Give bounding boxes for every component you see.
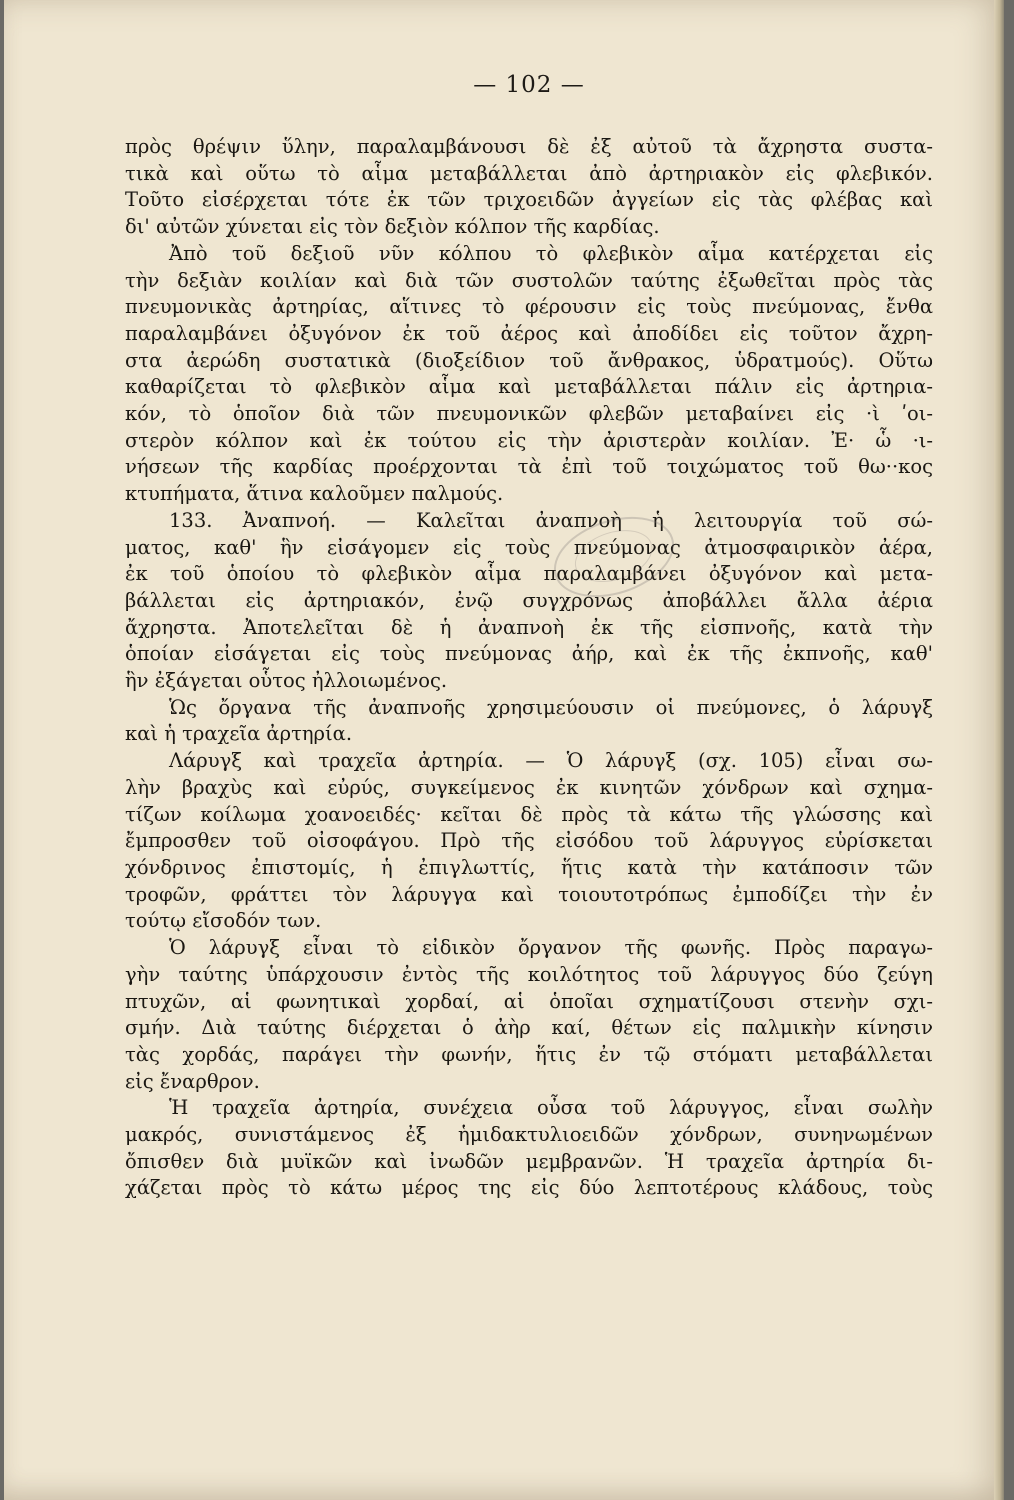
text-line: ἣν ἐξάγεται οὗτος ἠλλοιωμένος. [125, 669, 448, 693]
text-line: Τοῦτο εἰσέρχεται τότε ἐκ τῶν τριχοειδῶν ἀγγείων εἰς τὰς φλέβας καὶ [125, 188, 933, 212]
text-line: ἄχρηστα. Ἀποτελεῖται δὲ ἡ ἀναπνοὴ ἐκ τῆς εἰσπνοῆς, κατὰ τὴν [125, 615, 933, 639]
paragraph [125, 1095, 933, 1202]
text-line: τὰς χορδάς, παράγει τὴν φωνήν, ἥτις ἐν τῷ στόματι μεταβάλλεται [125, 1042, 933, 1066]
paragraph [125, 748, 933, 935]
library-stamp-inner-ring [568, 521, 659, 591]
text-line: πτυχῶν, αἱ φωνητικαὶ χορδαί, αἱ ὁποῖαι σχηματίζουσι στενὴν σχι- [125, 989, 933, 1013]
text-line: Ἀπὸ τοῦ δεξιοῦ νῦν κόλπου τὸ φλεβικὸν αἷμα κατέρχεται εἰς [169, 241, 933, 265]
paragraph [125, 508, 933, 695]
text-line: τὴν δεξιὰν κοιλίαν καὶ διὰ τῶν συστολῶν ταύτης ἐξωθεῖται πρὸς τὰς [125, 268, 933, 292]
text-line: ματος, καθ' ἣν εἰσάγομεν εἰς τοὺς πνεύμονας ἀτμοσφαιρικὸν ἀέρα, [125, 535, 933, 559]
text-line: εἰς ἔναρθρον. [125, 1069, 260, 1093]
paragraph [125, 134, 933, 241]
text-line: κόν, τὸ ὁποῖον διὰ τῶν πνευμονικῶν φλεβῶν μεταβαίνει εἰς ·ὶ ʹοι- [125, 402, 933, 426]
text-line: στερὸν κόλπον καὶ ἐκ τούτου εἰς τὴν ἀριστερὰν κοιλίαν. Ἐ· ὧ ·ι- [125, 428, 933, 452]
text-line: ὁποίαν εἰσάγεται εἰς τοὺς πνεύμονας ἀήρ, καὶ ἐκ τῆς ἐκπνοῆς, καθ' [125, 642, 933, 666]
text-line: ἐκ τοῦ ὁποίου τὸ φλεβικὸν αἷμα παραλαμβάνει ὀξυγόνον καὶ μετα- [125, 562, 933, 586]
text-line: τούτῳ εἴσοδόν των. [125, 909, 322, 933]
text-line: μακρός, συνιστάμενος ἐξ ἡμιδακτυλιοειδῶν χόνδρων, συνηνωμένων [125, 1123, 933, 1147]
text-line: Ὁ λάρυγξ εἶναι τὸ εἰδικὸν ὄργανον τῆς φωνῆς. Πρὸς παραγω- [169, 936, 933, 960]
text-line: λὴν βραχὺς καὶ εὐρύς, συγκείμενος ἐκ κινητῶν χόνδρων καὶ σχημα- [125, 775, 933, 799]
text-line: πρὸς θρέψιν ὕλην, παραλαμβάνουσι δὲ ἐξ αὐτοῦ τὰ ἄχρηστα συστα- [125, 135, 933, 158]
page-text-body [125, 134, 933, 1202]
text-line: βάλλεται εἰς ἀρτηριακόν, ἐνῷ συγχρόνως ἀποβάλλει ἄλλα ἀέρια [125, 588, 933, 612]
text-line: τικὰ καὶ οὕτω τὸ αἷμα μεταβάλλεται ἀπὸ ἀρτηριακὸν εἰς φλεβικόν. [125, 161, 933, 185]
text-line: πνευμονικὰς ἀρτηρίας, αἵτινες τὸ φέρουσιν εἰς τοὺς πνεύμονας, ἔνθα [125, 295, 933, 319]
paragraph [125, 241, 933, 508]
text-line: τίζων κοίλωμα χοανοειδές· κεῖται δὲ πρὸς τὰ κάτω τῆς γλώσσης καὶ [125, 802, 933, 826]
text-line: δι' αὐτῶν χύνεται εἰς τὸν δεξιὸν κόλπον τῆς καρδίας. [125, 215, 660, 239]
text-line: Ἡ τραχεῖα ἀρτηρία, συνέχεια οὖσα τοῦ λάρυγγος, εἶναι σωλὴν [169, 1096, 933, 1120]
text-line: Ὡς ὄργανα τῆς ἀναπνοῆς χρησιμεύουσιν οἱ πνεύμονες, ὁ λάρυγξ [169, 695, 933, 719]
paragraph [125, 695, 933, 748]
page-number: — 102 — [473, 72, 585, 98]
text-line: καθαρίζεται τὸ φλεβικὸν αἷμα καὶ μεταβάλλεται πάλιν εἰς ἀρτηρια- [125, 375, 933, 399]
text-line: καὶ ἡ τραχεῖα ἀρτηρία. [125, 722, 353, 746]
text-line: 133. Ἀναπνοή. — Καλεῖται ἀναπνοὴ ἡ λειτουργία τοῦ σώ- [169, 508, 933, 532]
text-line: στα ἀερώδη συστατικὰ (διοξείδιον τοῦ ἄνθρακος, ὑδρατμούς). Οὕτω [125, 348, 933, 372]
book-page [4, 0, 1004, 1500]
text-line: χάζεται πρὸς τὸ κάτω μέρος της εἰς δύο λεπτοτέρους κλάδους, τοὺς [125, 1176, 933, 1200]
text-line: παραλαμβάνει ὀξυγόνον ἐκ τοῦ ἀέρος καὶ ἀποδίδει εἰς τοῦτον ἄχρη- [125, 321, 933, 345]
text-line: χόνδρινος ἐπιστομίς, ἡ ἐπιγλωττίς, ἥτις κατὰ τὴν κατάποσιν τῶν [125, 855, 933, 879]
text-line: σμήν. Διὰ ταύτης διέρχεται ὁ ἀὴρ καί, θέτων εἰς παλμικὴν κίνησιν [125, 1016, 933, 1040]
text-line: κτυπήματα, ἅτινα καλοῦμεν παλμούς. [125, 482, 504, 506]
text-line: Λάρυγξ καὶ τραχεῖα ἀρτηρία. — Ὁ λάρυγξ (σχ. 105) εἶναι σω- [169, 749, 933, 773]
text-line: ὄπισθεν διὰ μυϊκῶν καὶ ἰνωδῶν μεμβρανῶν. Ἡ τραχεῖα ἀρτηρία δι- [125, 1149, 933, 1173]
text-line: γὴν ταύτης ὑπάρχουσιν ἐντὸς τῆς κοιλότητος τοῦ λάρυγγος δύο ζεύγη [125, 962, 933, 986]
page-edge [994, 0, 1004, 1500]
text-line: νήσεων τῆς καρδίας προέρχονται τὰ ἐπὶ τοῦ τοιχώματος τοῦ θω··κος [125, 455, 933, 479]
text-line: ἔμπροσθεν τοῦ οἰσοφάγου. Πρὸ τῆς εἰσόδου τοῦ λάρυγγος εὑρίσκεται [125, 829, 933, 853]
paragraph [125, 935, 933, 1095]
text-line: τροφῶν, φράττει τὸν λάρυγγα καὶ τοιουτοτρόπως ἐμποδίζει τὴν ἐν [125, 882, 933, 906]
